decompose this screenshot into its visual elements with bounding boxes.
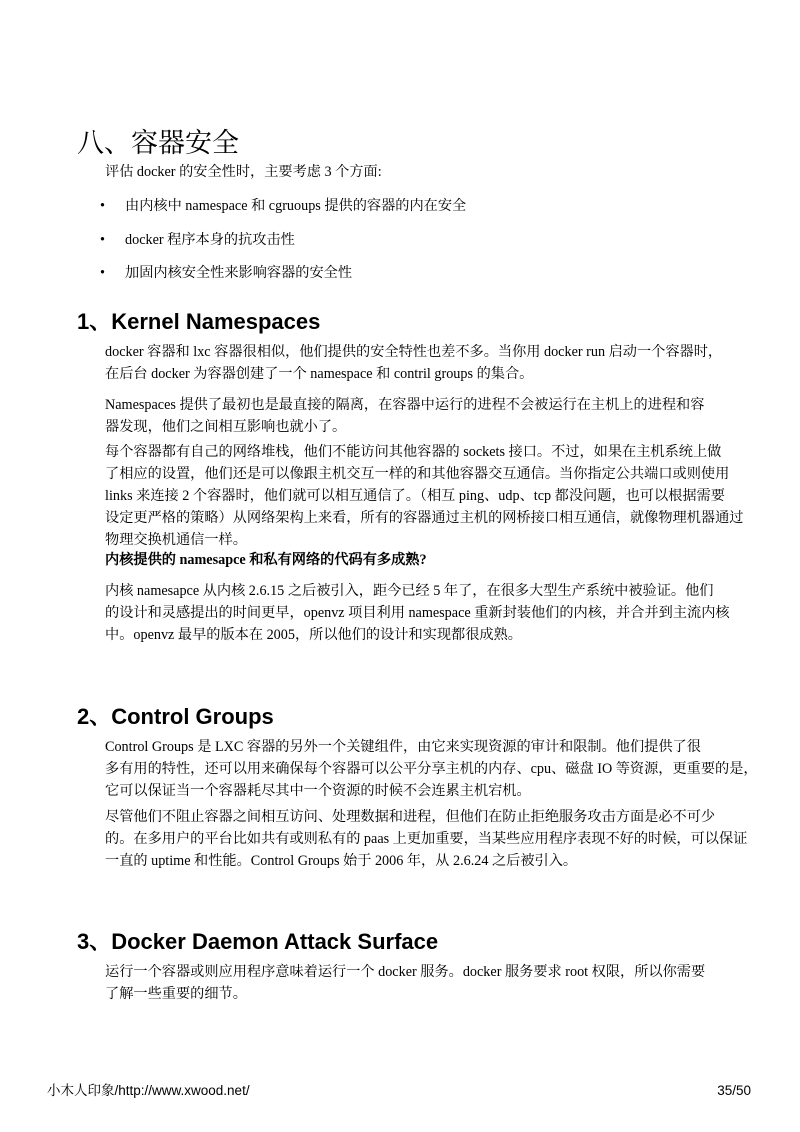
bullet-item-3 xyxy=(100,263,352,283)
text-line: 物理交换机通信一样。 xyxy=(105,532,247,548)
section3-paragraph-1 xyxy=(77,961,725,1005)
text-line: 一直的 uptime 和性能。Control Groups 始于 2006 年，从 2.6.24 之后被引入。 xyxy=(105,853,578,869)
section1-paragraph-1 xyxy=(77,341,725,385)
section2-paragraph-1 xyxy=(77,736,758,802)
text-line: Namespaces 提供了最初也是最直接的隔离，在容器中运行的进程不会被运行在主机上的进程和容 xyxy=(105,397,705,413)
bullet-icon: • xyxy=(100,198,105,214)
bullet-icon: • xyxy=(100,265,105,281)
text-line: 的设计和灵感提出的时间更早，openvz 项目利用 namespace 重新封装他们的内核，并合并到主流内核 xyxy=(105,605,730,621)
text-line: Control Groups 是 LXC 容器的另外一个关键组件，由它来实现资源的审计和限制。他们提供了很 xyxy=(105,739,701,755)
section1-paragraph-2 xyxy=(77,394,725,438)
text-line: links 来连接 2 个容器时，他们就可以相互通信了。（相互 ping、udp、tcp 都没问题，也可以根据需要 xyxy=(105,488,725,504)
page-title: 八、容器安全 xyxy=(77,128,239,159)
text-line: 器发现，他们之间相互影响也就小了。 xyxy=(105,419,347,435)
text-line: 内核 namesapce 从内核 2.6.15 之后被引入，距今已经 5 年了，在很多大型生产系统中被验证。他们 xyxy=(105,583,714,599)
text-line: 中。openvz 最早的版本在 2005，所以他们的设计和实现都很成熟。 xyxy=(105,627,522,643)
text-line: 运行一个容器或则应用程序意味着运行一个 docker 服务。docker 服务要求 root 权限，所以你需要 xyxy=(105,964,706,980)
text-line: 了相应的设置，他们还是可以像跟主机交互一样的和其他容器交互通信。当你指定公共端口或则使用 xyxy=(105,466,730,482)
text-line: 每个容器都有自己的网络堆栈，他们不能访问其他容器的 sockets 接口。不过，如果在主机系统上做 xyxy=(105,444,722,460)
section-heading-kernel-namespaces: 1、Kernel Namespaces xyxy=(77,309,321,334)
text-line: 在后台 docker 为容器创建了一个 namespace 和 contril groups 的集合。 xyxy=(105,366,534,382)
footer-source: 小木人印象/http://www.xwood.net/ xyxy=(47,1083,250,1098)
intro-paragraph xyxy=(77,161,725,183)
intro-text: 评估 docker 的安全性时，主要考虑 3 个方面: xyxy=(105,164,382,180)
text-line: 的。在多用户的平台比如共有或则私有的 paas 上更加重要，当某些应用程序表现不好的时候，可以保证 xyxy=(105,831,748,847)
bullet-text: 加固内核安全性来影响容器的安全性 xyxy=(125,265,353,281)
section-heading-control-groups: 2、Control Groups xyxy=(77,704,274,729)
text-line: 了解一些重要的细节。 xyxy=(105,986,247,1002)
text-line: 它可以保证当一个容器耗尽其中一个资源的时候不会连累主机宕机。 xyxy=(105,783,531,799)
bullet-item-1 xyxy=(100,196,466,216)
text-line: 设定更严格的策略）从网络架构上来看，所有的容器通过主机的网桥接口相互通信，就像物理机器通过 xyxy=(105,510,744,526)
bullet-text: 由内核中 namespace 和 cgruoups 提供的容器的内在安全 xyxy=(125,198,467,214)
section-heading-docker-daemon-attack-surface: 3、Docker Daemon Attack Surface xyxy=(77,929,439,954)
bullet-text: docker 程序本身的抗攻击性 xyxy=(125,232,295,248)
footer-page-number: 35/50 xyxy=(717,1083,751,1098)
section2-paragraph-2 xyxy=(77,806,748,872)
bullet-item-2 xyxy=(100,230,295,250)
text-line: 尽管他们不阻止容器之间相互访问、处理数据和进程，但他们在防止拒绝服务攻击方面是必不可少 xyxy=(105,809,716,825)
section1-subheading: 内核提供的 namesapce 和私有网络的代码有多成熟? xyxy=(105,552,427,568)
text-line: 多有用的特性，还可以用来确保每个容器可以公平分享主机的内存、cpu、磁盘 IO 等资源，更重要的是， xyxy=(105,761,758,777)
section1-paragraph-3 xyxy=(77,441,744,551)
section1-paragraph-4 xyxy=(77,580,730,646)
text-line: docker 容器和 lxc 容器很相似，他们提供的安全特性也差不多。当你用 docker run 启动一个容器时， xyxy=(105,344,723,360)
bullet-icon: • xyxy=(100,232,105,248)
